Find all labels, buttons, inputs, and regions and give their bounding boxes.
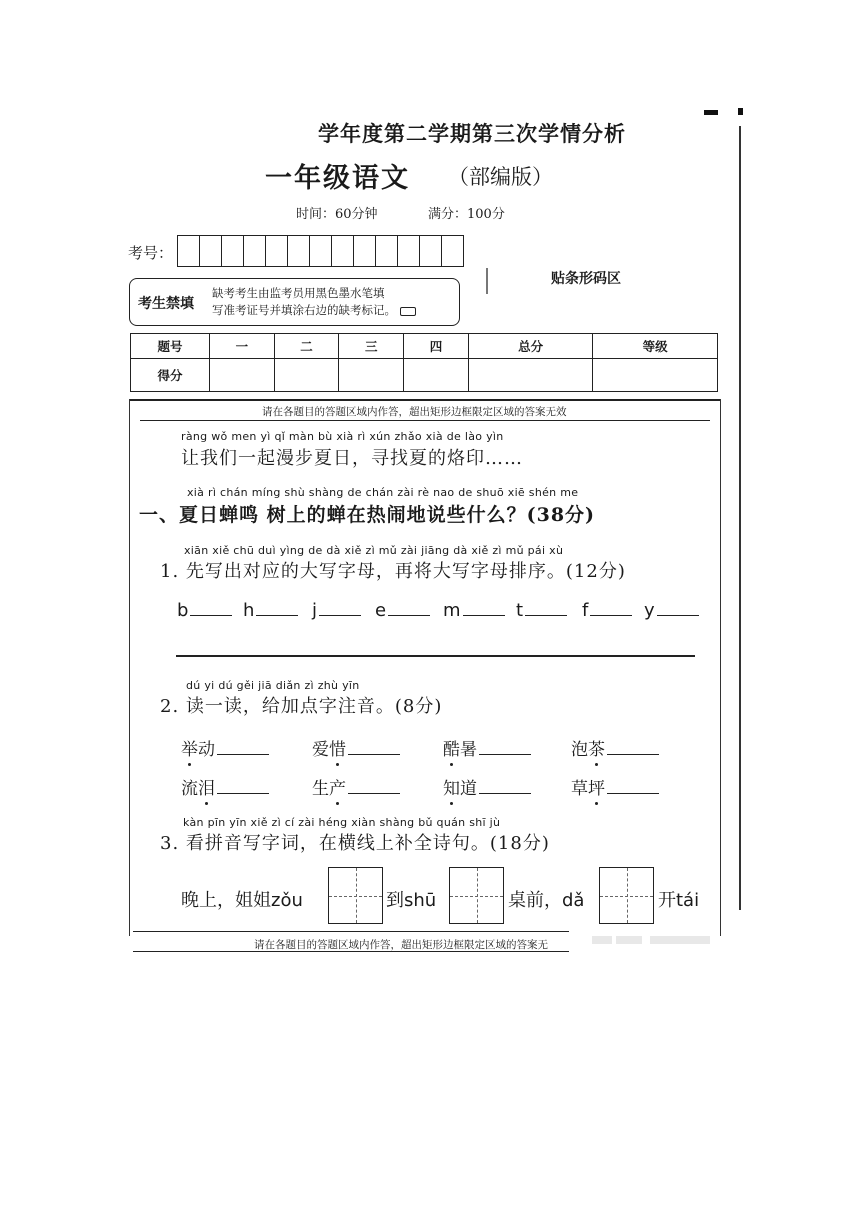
q2-pinyin: dú yi dú gěi jiā diǎn zì zhù yīn: [186, 679, 360, 692]
character-grid[interactable]: [599, 867, 654, 924]
digit-box[interactable]: [287, 235, 310, 267]
notice-label: 考生禁填: [138, 296, 194, 312]
answer-area-warning-bottom: 请在各题目的答题区域内作答，超出矩形边框限定区域的答案无: [254, 939, 548, 951]
word-item: [443, 735, 531, 760]
notice-line: 缺考考生由监考员用黑色墨水笔填: [212, 286, 385, 300]
letter-item: [177, 600, 232, 621]
q3-pinyin: kàn pīn yīn xiě zì cí zài héng xiàn shàng bǔ quán shī jù: [183, 816, 501, 829]
score-cell[interactable]: [404, 359, 469, 392]
letter: t: [516, 600, 524, 621]
q1-pinyin: xiān xiě chū duì yìng de dà xiě zì mǔ zài jiāng dà xiě zì mǔ pái xù: [184, 544, 564, 557]
letter: f: [582, 600, 589, 621]
char: 道: [460, 779, 477, 799]
notice-line: 写准考证号并填涂右边的缺考标记。: [212, 303, 396, 317]
score-table: [130, 333, 718, 392]
character-grid[interactable]: [449, 867, 504, 924]
digit-box[interactable]: [331, 235, 354, 267]
pinyin-blank[interactable]: [348, 793, 400, 794]
score-cell[interactable]: [210, 359, 275, 392]
poem-text: [181, 886, 303, 912]
pinyin-blank[interactable]: [217, 754, 269, 755]
time-label: 时间：60分钟: [296, 207, 378, 222]
letter-item: [582, 600, 632, 621]
poem-text: [658, 886, 699, 912]
word-item: [571, 735, 659, 760]
letter: j: [312, 600, 318, 621]
exam-number-boxes[interactable]: [177, 235, 463, 267]
poem-segment: 到: [386, 890, 404, 911]
letter: e: [375, 600, 387, 621]
full-score-label: 满分：100分: [428, 207, 505, 222]
q3-question: 3. 看拼音写字词，在横线上补全诗句。(18分): [160, 833, 550, 854]
section1-pinyin: xià rì chán míng shù shàng de chán zài rè nao de shuō xiē shén me: [187, 486, 579, 499]
pinyin-blank[interactable]: [479, 754, 531, 755]
q2-question: 2. 读一读，给加点字注音。(8分): [160, 696, 443, 717]
char: 暑: [460, 740, 477, 760]
word-item: [181, 735, 269, 760]
score-cell[interactable]: [274, 359, 339, 392]
char: 爱: [312, 740, 329, 760]
digit-box[interactable]: [419, 235, 442, 267]
digit-box[interactable]: [375, 235, 398, 267]
letter-blank[interactable]: [657, 615, 699, 616]
letter-blank[interactable]: [463, 615, 505, 616]
score-cell[interactable]: [339, 359, 404, 392]
word-item: [443, 774, 531, 799]
digit-box[interactable]: [221, 235, 244, 267]
pinyin-prompt: tái: [676, 890, 700, 911]
dotted-char: 茶: [588, 740, 605, 760]
letter: y: [644, 600, 655, 621]
notice-text: [212, 285, 416, 319]
word-item: [571, 774, 659, 799]
pinyin-blank[interactable]: [348, 754, 400, 755]
answer-area: [129, 399, 721, 936]
letter-blank[interactable]: [388, 615, 430, 616]
column-header: 等级: [593, 334, 718, 359]
pinyin-blank[interactable]: [607, 754, 659, 755]
barcode-area-edge: [486, 268, 488, 294]
score-cell[interactable]: [468, 359, 593, 392]
column-header: 四: [404, 334, 469, 359]
table-row: [131, 334, 718, 359]
digit-box[interactable]: [309, 235, 332, 267]
letter-item: [443, 600, 505, 621]
intro-pinyin: ràng wǒ men yì qǐ màn bù xià rì xún zhǎo xià de lào yìn: [181, 430, 504, 443]
registration-mark: [738, 108, 743, 115]
q1-question: 1. 先写出对应的大写字母，再将大写字母排序。(12分): [160, 561, 626, 582]
char: 生: [312, 779, 329, 799]
exam-number-label: 考号：: [128, 244, 174, 262]
poem-text: [386, 886, 436, 912]
dotted-char: 坪: [588, 779, 605, 799]
dotted-char: 酷: [443, 740, 460, 760]
poem-segment: 晚上，姐姐: [181, 890, 271, 911]
pinyin-prompt: dǎ: [562, 890, 585, 911]
table-row: [131, 359, 718, 392]
pinyin-prompt: zǒu: [271, 890, 303, 911]
intro-text: 让我们一起漫步夏日，寻找夏的烙印……: [181, 448, 523, 469]
registration-mark: [704, 110, 718, 115]
column-header: 三: [339, 334, 404, 359]
absence-mark-box[interactable]: [400, 307, 416, 316]
barcode-area-label: 贴条形码区: [551, 271, 621, 287]
letter: h: [243, 600, 255, 621]
word-item: [312, 735, 400, 760]
dotted-char: 泪: [198, 779, 215, 799]
pinyin-blank[interactable]: [607, 793, 659, 794]
score-cell[interactable]: [593, 359, 718, 392]
letter-blank[interactable]: [590, 615, 632, 616]
answer-area-bottom-rule: [133, 931, 569, 932]
char: 流: [181, 779, 198, 799]
answer-area-warning: 请在各题目的答题区域内作答，超出矩形边框限定区域的答案无效: [262, 406, 567, 418]
column-header: 一: [210, 334, 275, 359]
word-item: [312, 774, 400, 799]
char: 草: [571, 779, 588, 799]
blurred-area: [616, 936, 642, 944]
letter-item: [243, 600, 298, 621]
digit-box[interactable]: [353, 235, 376, 267]
letter-blank[interactable]: [525, 615, 567, 616]
section1-heading: 一、夏日蝉鸣 树上的蝉在热闹地说些什么？(38分): [139, 504, 596, 526]
character-grid[interactable]: [328, 867, 383, 924]
notice-line-2: [212, 302, 416, 319]
dotted-char: 知: [443, 779, 460, 799]
digit-box[interactable]: [265, 235, 288, 267]
digit-box[interactable]: [397, 235, 420, 267]
letter-item: [375, 600, 430, 621]
column-header: 二: [274, 334, 339, 359]
digit-box[interactable]: [177, 235, 200, 267]
letter-item: [312, 600, 361, 621]
blurred-area: [650, 936, 710, 944]
dotted-char: 惜: [329, 740, 346, 760]
letter-item: [516, 600, 567, 621]
poem-text: [508, 886, 584, 912]
letter: b: [177, 600, 189, 621]
exam-title: 学年度第二学期第三次学情分析: [318, 121, 626, 146]
row-label: 得分: [131, 359, 210, 392]
dotted-char: 产: [329, 779, 346, 799]
letter-blank[interactable]: [190, 615, 232, 616]
subject-title: 一年级语文: [265, 163, 410, 194]
blurred-area: [592, 936, 612, 944]
letter-blank[interactable]: [319, 615, 361, 616]
column-header: 总分: [468, 334, 593, 359]
digit-box[interactable]: [199, 235, 222, 267]
sort-answer-line[interactable]: [176, 655, 695, 657]
answer-area-bottom-rule: [133, 951, 569, 952]
pinyin-prompt: shū: [404, 890, 437, 911]
pinyin-blank[interactable]: [217, 793, 269, 794]
digit-box[interactable]: [243, 235, 266, 267]
letter: m: [443, 600, 461, 621]
pinyin-blank[interactable]: [479, 793, 531, 794]
poem-segment: 桌前，: [508, 890, 562, 911]
letter-blank[interactable]: [256, 615, 298, 616]
digit-box[interactable]: [441, 235, 464, 267]
word-item: [181, 774, 269, 799]
poem-segment: 开: [658, 890, 676, 911]
dotted-char: 举: [181, 740, 198, 760]
edition-label: （部编版）: [448, 165, 553, 189]
char: 泡: [571, 740, 588, 760]
right-border-line: [739, 126, 741, 910]
row-label: 题号: [131, 334, 210, 359]
char: 动: [198, 740, 215, 760]
candidate-notice-box: [129, 278, 460, 326]
letter-item: [644, 600, 699, 621]
